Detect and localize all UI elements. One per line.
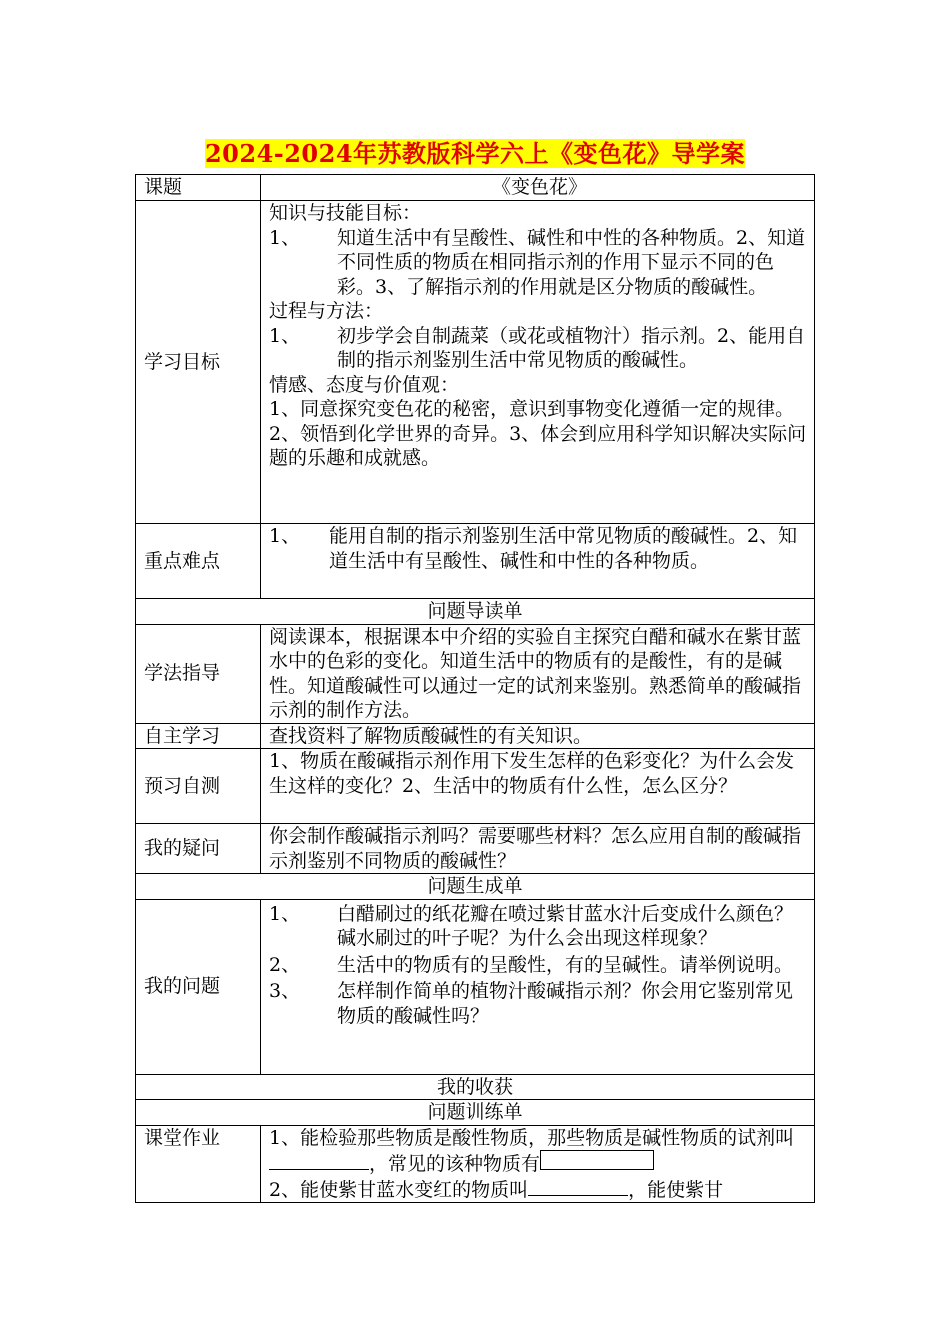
item-number: 1、 bbox=[269, 226, 301, 249]
question-item bbox=[269, 902, 810, 951]
homework-text: ，能使紫甘 bbox=[628, 1178, 724, 1201]
table-row bbox=[136, 874, 815, 900]
item-number: 3、 bbox=[269, 980, 301, 1002]
table-row bbox=[136, 175, 815, 201]
table-row bbox=[136, 749, 815, 824]
goals-label: 学习目标 bbox=[136, 201, 261, 524]
study-plan-table bbox=[135, 174, 815, 1203]
key-item bbox=[269, 524, 810, 573]
table-row bbox=[136, 824, 815, 874]
homework-line bbox=[269, 1177, 810, 1203]
questions-cell bbox=[261, 899, 815, 1074]
answer-blank[interactable] bbox=[540, 1150, 654, 1170]
doubt-label: 我的疑问 bbox=[136, 824, 261, 874]
table-row bbox=[136, 1125, 815, 1203]
homework-cell bbox=[261, 1125, 815, 1203]
topic-value: 《变色花》 bbox=[261, 175, 815, 201]
homework-text: 2、能使紫甘蓝水变红的物质叫 bbox=[269, 1178, 529, 1201]
document-title bbox=[0, 134, 950, 169]
key-label: 重点难点 bbox=[136, 524, 261, 599]
questions-label: 我的问题 bbox=[136, 899, 261, 1074]
goals-item bbox=[269, 324, 810, 373]
question-item bbox=[269, 979, 810, 1028]
goals-heading-knowledge: 知识与技能目标： bbox=[269, 202, 422, 224]
preview-text: 1、物质在酸碱指示剂作用下发生怎样的色彩变化？为什么会发生这样的变化？2、生活中的物质有什么性，怎么区分？ bbox=[261, 749, 815, 824]
answer-blank[interactable] bbox=[269, 1151, 369, 1170]
item-number: 1、 bbox=[269, 324, 301, 347]
table-row bbox=[136, 1100, 815, 1126]
item-text: 怎样制作简单的植物汁酸碱指示剂？你会用它鉴别常见物质的酸碱性吗？ bbox=[337, 980, 794, 1027]
goals-heading-attitude: 情感、态度与价值观： bbox=[269, 373, 460, 396]
question-item bbox=[269, 953, 810, 978]
table-row bbox=[136, 1074, 815, 1100]
table-row bbox=[136, 899, 815, 1074]
section-header-training: 问题训练单 bbox=[136, 1100, 815, 1126]
item-text: 初步学会自制蔬菜（或花或植物汁）指示剂。2、能用自制的指示剂鉴别生活中常见物质的酸碱性。 bbox=[337, 324, 806, 371]
goals-heading-process: 过程与方法： bbox=[269, 300, 384, 322]
preview-label: 预习自测 bbox=[136, 749, 261, 824]
section-header-generate: 问题生成单 bbox=[136, 874, 815, 900]
goals-item-text: 1、同意探究变色花的秘密，意识到事物变化遵循一定的规律。2、领悟到化学世界的奇异。3、体会到应用科学知识解决实际问题的乐趣和成就感。 bbox=[269, 398, 807, 469]
goals-item bbox=[269, 226, 810, 300]
title-text: 2024-2024年苏教版科学六上《变色花》导学案 bbox=[204, 139, 746, 168]
table-row bbox=[136, 599, 815, 625]
section-header-gains: 我的收获 bbox=[136, 1074, 815, 1100]
key-cell bbox=[261, 524, 815, 599]
item-text: 能用自制的指示剂鉴别生活中常见物质的酸碱性。2、知道生活中有呈酸性、碱性和中性的各种物质。 bbox=[329, 525, 798, 572]
homework-text: 1、能检验那些物质是酸性物质，那些物质是碱性物质的试剂叫 bbox=[269, 1126, 795, 1149]
topic-label: 课题 bbox=[136, 175, 261, 201]
table-row bbox=[136, 201, 815, 524]
table-row bbox=[136, 524, 815, 599]
item-text: 生活中的物质有的呈酸性，有的呈碱性。请举例说明。 bbox=[337, 953, 794, 976]
item-number: 1、 bbox=[269, 902, 301, 925]
method-text: 阅读课本，根据课本中介绍的实验自主探究白醋和碱水在紫甘蓝水中的色彩的变化。知道生活中的物质有的是酸性，有的是碱性。知道酸碱性可以通过一定的试剂来鉴别。熟悉简单的酸碱指示剂的制作方法。 bbox=[261, 624, 815, 723]
item-number: 1、 bbox=[269, 525, 301, 547]
homework-label: 课堂作业 bbox=[136, 1125, 261, 1203]
goals-cell bbox=[261, 201, 815, 524]
table-row bbox=[136, 624, 815, 723]
answer-blank[interactable] bbox=[528, 1177, 628, 1196]
homework-line bbox=[269, 1126, 810, 1177]
doubt-text: 你会制作酸碱指示剂吗？需要哪些材料？怎么应用自制的酸碱指示剂鉴别不同物质的酸碱性？ bbox=[261, 824, 815, 874]
item-number: 2、 bbox=[269, 953, 301, 976]
self-study-label: 自主学习 bbox=[136, 723, 261, 749]
item-text: 白醋刷过的纸花瓣在喷过紫甘蓝水汁后变成什么颜色？碱水刷过的叶子呢？为什么会出现这样现象？ bbox=[337, 902, 794, 949]
item-text: 知道生活中有呈酸性、碱性和中性的各种物质。2、知道不同性质的物质在相同指示剂的作用下显示不同的色彩。3、了解指示剂的作用就是区分物质的酸碱性。 bbox=[337, 226, 806, 298]
table-row bbox=[136, 723, 815, 749]
section-header-reading: 问题导读单 bbox=[136, 599, 815, 625]
homework-text: ，常见的该种物质有 bbox=[369, 1153, 541, 1175]
self-study-text: 查找资料了解物质酸碱性的有关知识。 bbox=[261, 723, 815, 749]
method-label: 学法指导 bbox=[136, 624, 261, 723]
